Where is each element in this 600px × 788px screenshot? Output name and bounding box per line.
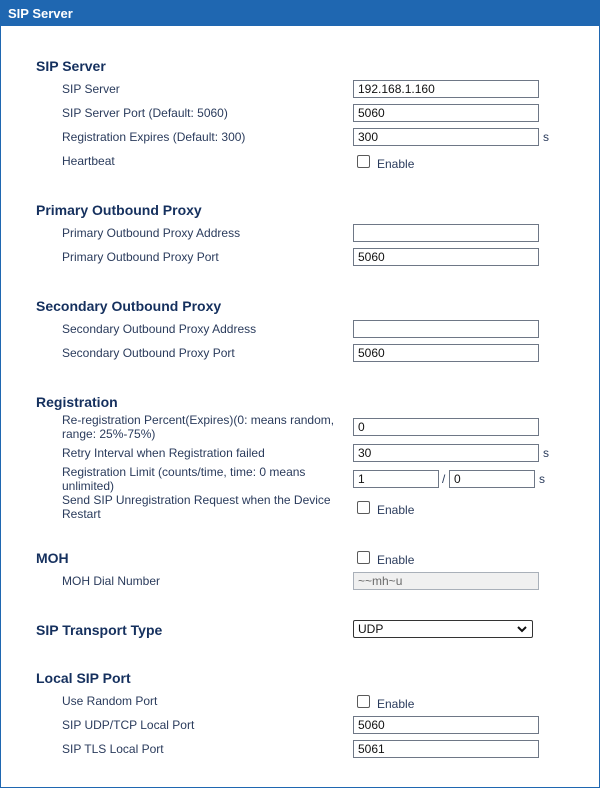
registration-limit-count-input[interactable] <box>353 470 439 488</box>
sip-server-label: SIP Server <box>62 82 120 96</box>
unregistration-label: Send SIP Unregistration Request when the Device Restart <box>62 493 331 521</box>
transport-type-value: UDP <box>358 622 384 636</box>
primary-proxy-port-input[interactable] <box>353 248 539 266</box>
heartbeat-checkbox[interactable] <box>357 155 370 168</box>
section-title-moh: MOH <box>36 550 69 566</box>
registration-limit-unit: s <box>539 472 545 486</box>
udp-tcp-local-port-input[interactable] <box>353 716 539 734</box>
unregistration-checkbox[interactable] <box>357 501 370 514</box>
retry-unit: s <box>543 446 549 460</box>
sip-server-input[interactable] <box>353 80 539 98</box>
use-random-port-label: Use Random Port <box>62 694 158 708</box>
secondary-proxy-port-input[interactable] <box>353 344 539 362</box>
random-port-checkbox[interactable] <box>357 695 370 708</box>
moh-checkbox[interactable] <box>357 551 370 564</box>
retry-interval-label: Retry Interval when Registration failed <box>62 446 265 460</box>
moh-dial-number-label: MOH Dial Number <box>62 574 161 588</box>
registration-expires-input[interactable] <box>353 128 539 146</box>
registration-limit-separator: / <box>442 472 446 486</box>
registration-limit-time-input[interactable] <box>449 470 535 488</box>
heartbeat-enable-label: Enable <box>377 157 415 171</box>
retry-interval-input[interactable] <box>353 444 539 462</box>
reregistration-percent-input[interactable] <box>353 418 539 436</box>
section-title-primary-proxy: Primary Outbound Proxy <box>36 202 202 218</box>
expires-unit: s <box>543 130 549 144</box>
moh-enable-label: Enable <box>377 553 415 567</box>
section-title-sip-server: SIP Server <box>36 58 106 74</box>
secondary-proxy-port-label: Secondary Outbound Proxy Port <box>62 346 235 360</box>
sip-server-port-label: SIP Server Port (Default: 5060) <box>62 106 228 120</box>
section-title-registration: Registration <box>36 394 118 410</box>
random-port-enable-label: Enable <box>377 697 415 711</box>
section-title-transport: SIP Transport Type <box>36 622 163 638</box>
primary-proxy-address-label: Primary Outbound Proxy Address <box>62 226 241 240</box>
registration-limit-label: Registration Limit (counts/time, time: 0 means unlimited) <box>62 465 306 493</box>
reregistration-percent-label: Re-registration Percent(Expires)(0: means random, range: 25%-75%) <box>62 413 335 441</box>
sip-server-port-input[interactable] <box>353 104 539 122</box>
section-title-secondary-proxy: Secondary Outbound Proxy <box>36 298 222 314</box>
unregistration-enable-label: Enable <box>377 503 415 517</box>
moh-dial-number-input <box>353 572 539 590</box>
secondary-proxy-address-label: Secondary Outbound Proxy Address <box>62 322 257 336</box>
secondary-proxy-address-input[interactable] <box>353 320 539 338</box>
section-title-local-sip-port: Local SIP Port <box>36 670 131 686</box>
tls-local-port-label: SIP TLS Local Port <box>62 742 164 756</box>
primary-proxy-port-label: Primary Outbound Proxy Port <box>62 250 219 264</box>
transport-type-select[interactable] <box>353 620 533 638</box>
primary-proxy-address-input[interactable] <box>353 224 539 242</box>
udp-tcp-local-port-label: SIP UDP/TCP Local Port <box>62 718 195 732</box>
panel-title: SIP Server <box>1 1 599 26</box>
chevron-down-icon <box>516 623 528 635</box>
heartbeat-label: Heartbeat <box>62 154 115 168</box>
registration-expires-label: Registration Expires (Default: 300) <box>62 130 246 144</box>
tls-local-port-input[interactable] <box>353 740 539 758</box>
